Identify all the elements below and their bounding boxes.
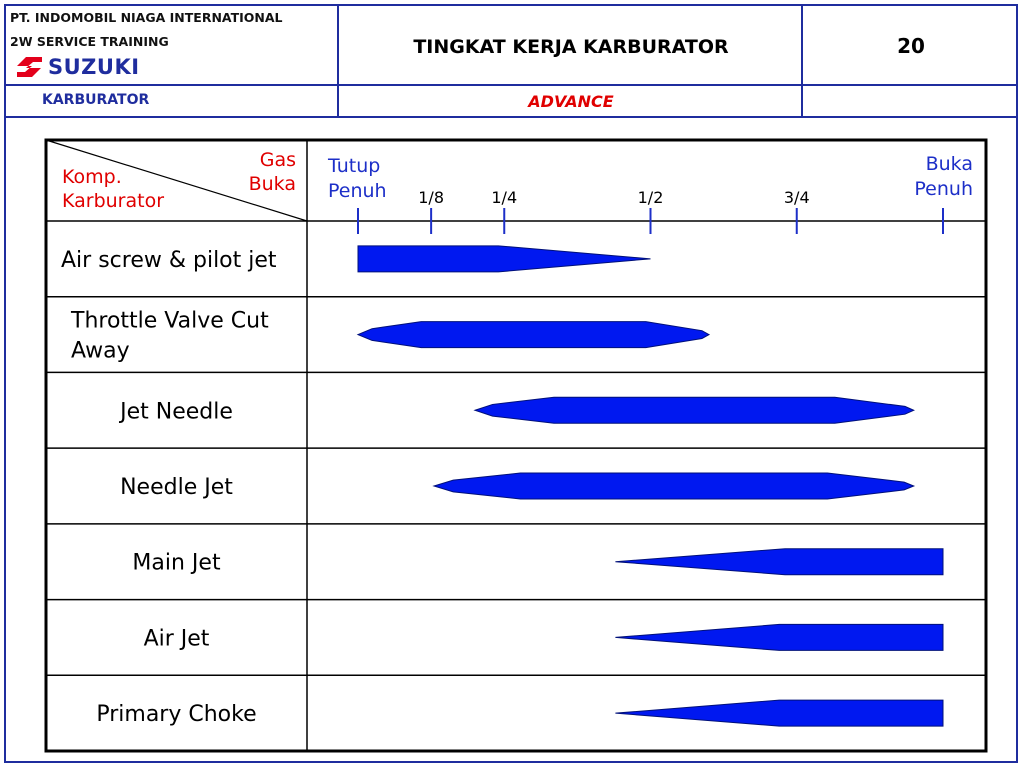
table-border [46, 140, 986, 751]
page-title: TINGKAT KERJA KARBURATOR [413, 36, 729, 58]
scale-tick-label: 3/4 [783, 188, 810, 207]
scale-label-open: Penuh [914, 178, 973, 200]
corner-label-komponen: Karburator [62, 190, 165, 212]
scale-label-closed: Tutup [328, 155, 381, 177]
operating-range-bar [358, 322, 709, 348]
operating-range-bar [615, 549, 943, 575]
scale-tick-label: 1/4 [491, 188, 518, 207]
component-name: Jet Needle [120, 399, 233, 425]
operating-range-bar [615, 624, 943, 650]
operating-range-bar [358, 246, 651, 272]
section-label: KARBURATOR [42, 92, 150, 108]
scale-label-closed: Penuh [328, 180, 387, 202]
brand-wordmark: SUZUKI [48, 55, 140, 79]
page-number: 20 [897, 34, 925, 58]
corner-label-gas-buka: Buka [248, 173, 296, 195]
scale-tick-label: 1/2 [637, 188, 664, 207]
component-name: Away [71, 338, 130, 364]
operating-range-bar [434, 473, 914, 499]
operating-range-bar [615, 700, 943, 726]
operating-range-bar [475, 397, 914, 423]
component-name: Needle Jet [120, 475, 233, 500]
scale-tick-label: 1/8 [418, 188, 444, 207]
level-label: ADVANCE [528, 92, 614, 111]
corner-label-gas-buka: Gas [259, 149, 296, 171]
scale-label-open: Buka [925, 153, 973, 175]
component-name: Air Jet [143, 626, 210, 652]
corner-label-komponen: Komp. [62, 166, 122, 188]
component-name: Primary Choke [96, 702, 257, 728]
component-name: Air screw & pilot jet [61, 247, 277, 273]
company-name: PT. INDOMOBIL NIAGA INTERNATIONAL [10, 10, 283, 25]
component-name: Main Jet [132, 550, 221, 576]
department-name: 2W SERVICE TRAINING [10, 34, 169, 49]
component-name: Throttle Valve Cut [71, 308, 269, 334]
